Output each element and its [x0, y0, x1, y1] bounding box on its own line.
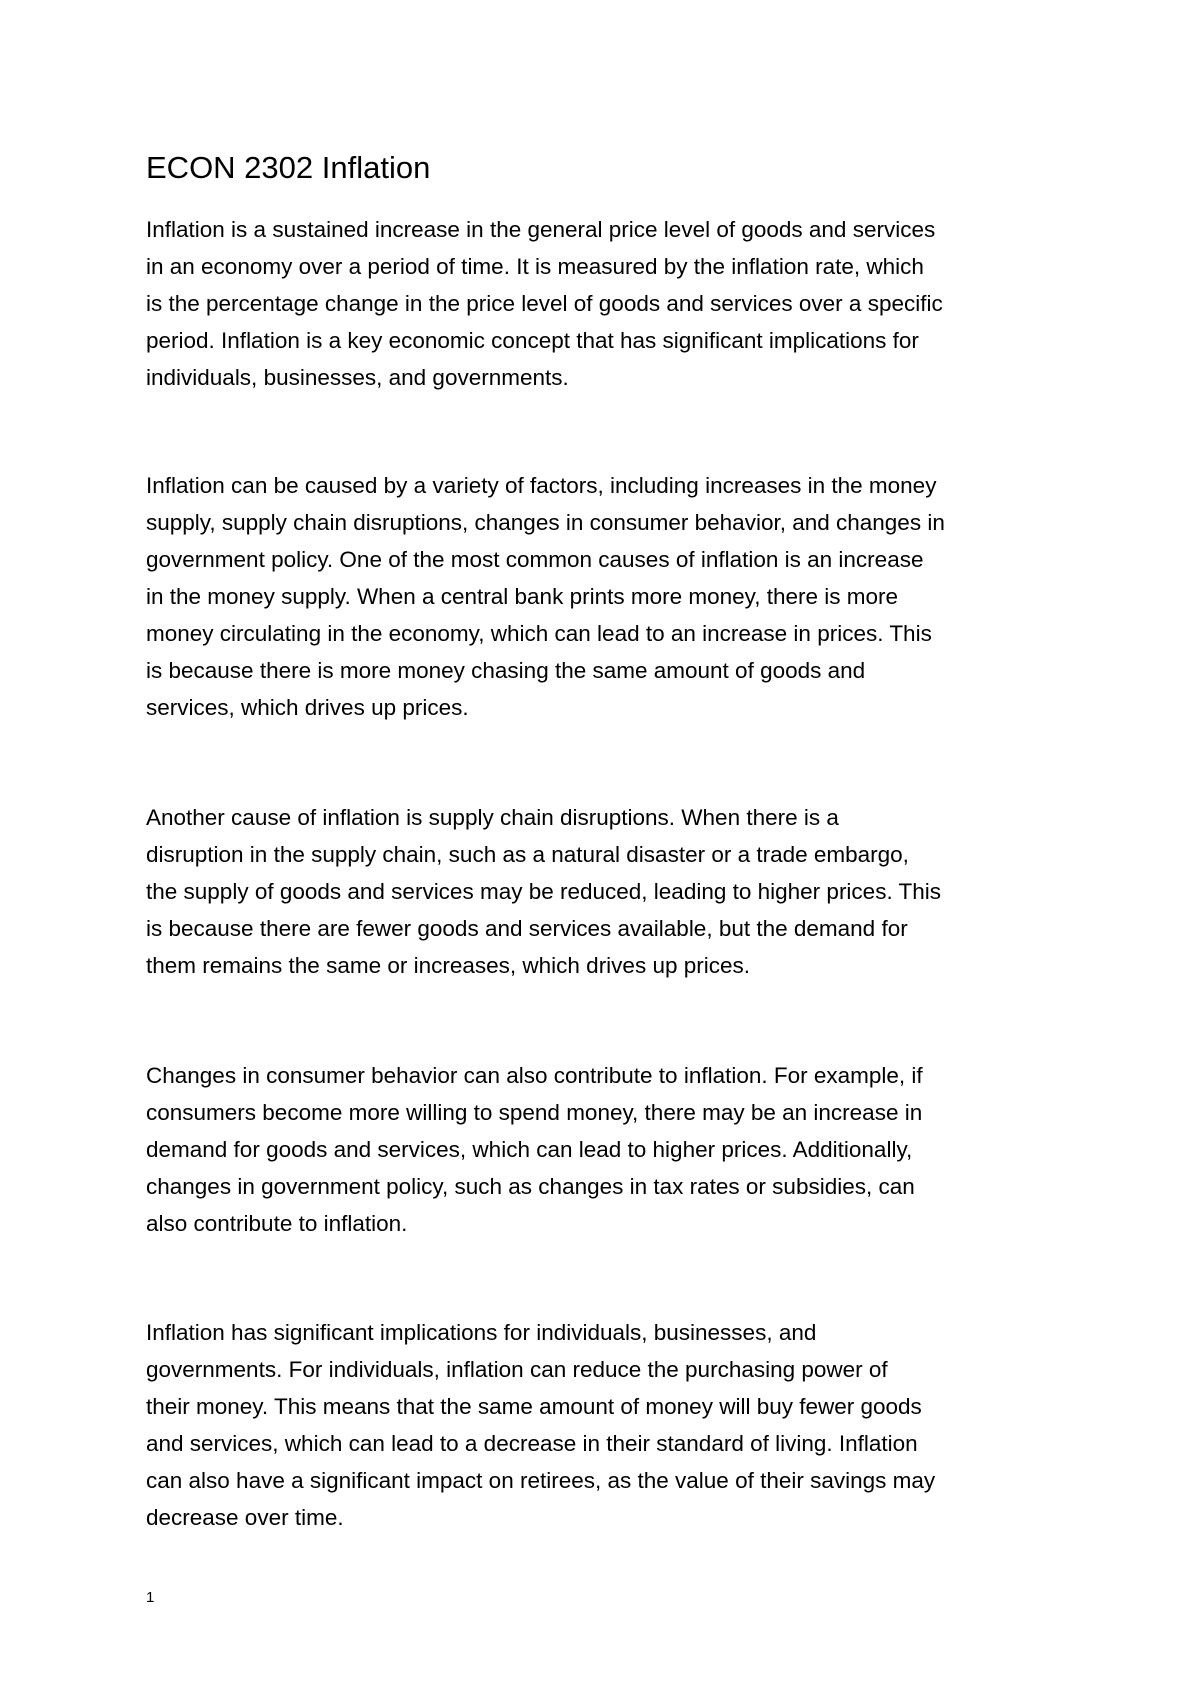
- text-line: also contribute to inflation.: [146, 1211, 408, 1236]
- text-line: is because there is more money chasing the same amount of goods and: [146, 658, 866, 683]
- text-line: Another cause of inflation is supply chain disruptions. When there is a: [146, 805, 839, 830]
- text-line: in the money supply. When a central bank prints more money, there is more: [146, 584, 899, 609]
- text-line: and services, which can lead to a decrease in their standard of living. Inflation: [146, 1431, 918, 1456]
- text-line: their money. This means that the same amount of money will buy fewer goods: [146, 1394, 922, 1419]
- text-line: them remains the same or increases, which drives up prices.: [146, 953, 750, 978]
- text-line: can also have a significant impact on retirees, as the value of their savings may: [146, 1468, 936, 1493]
- paragraph-definition: [146, 211, 943, 396]
- text-line: consumers become more willing to spend money, there may be an increase in: [146, 1100, 923, 1125]
- page-number: 1: [146, 1589, 155, 1606]
- text-line: services, which drives up prices.: [146, 695, 469, 720]
- text-line: government policy. One of the most common causes of inflation is an increase: [146, 547, 924, 572]
- paragraph-consumer-behavior: [146, 1057, 923, 1242]
- text-line: Inflation can be caused by a variety of factors, including increases in the money: [146, 473, 937, 498]
- text-line: is the percentage change in the price level of goods and services over a specific: [146, 291, 943, 316]
- text-line: Changes in consumer behavior can also contribute to inflation. For example, if: [146, 1063, 923, 1088]
- text-line: Inflation is a sustained increase in the general price level of goods and services: [146, 217, 936, 242]
- paragraph-causes: [146, 467, 945, 726]
- text-line: supply, supply chain disruptions, changes in consumer behavior, and changes in: [146, 510, 945, 535]
- text-line: in an economy over a period of time. It is measured by the inflation rate, which: [146, 254, 924, 279]
- paragraph-supply-chain: [146, 799, 941, 984]
- text-line: decrease over time.: [146, 1505, 344, 1530]
- text-line: disruption in the supply chain, such as a natural disaster or a trade embargo,: [146, 842, 909, 867]
- text-line: individuals, businesses, and governments.: [146, 365, 569, 390]
- text-line: governments. For individuals, inflation can reduce the purchasing power of: [146, 1357, 888, 1382]
- text-line: changes in government policy, such as changes in tax rates or subsidies, can: [146, 1174, 915, 1199]
- text-line: Inflation has significant implications for individuals, businesses, and: [146, 1320, 817, 1345]
- text-line: the supply of goods and services may be reduced, leading to higher prices. This: [146, 879, 942, 904]
- text-line: period. Inflation is a key economic concept that has significant implications for: [146, 328, 919, 353]
- paragraph-implications: [146, 1314, 935, 1536]
- text-line: demand for goods and services, which can lead to higher prices. Additionally,: [146, 1137, 913, 1162]
- text-line: money circulating in the economy, which can lead to an increase in prices. This: [146, 621, 932, 646]
- text-line: is because there are fewer goods and services available, but the demand for: [146, 916, 908, 941]
- document-title: ECON 2302 Inflation: [146, 150, 431, 185]
